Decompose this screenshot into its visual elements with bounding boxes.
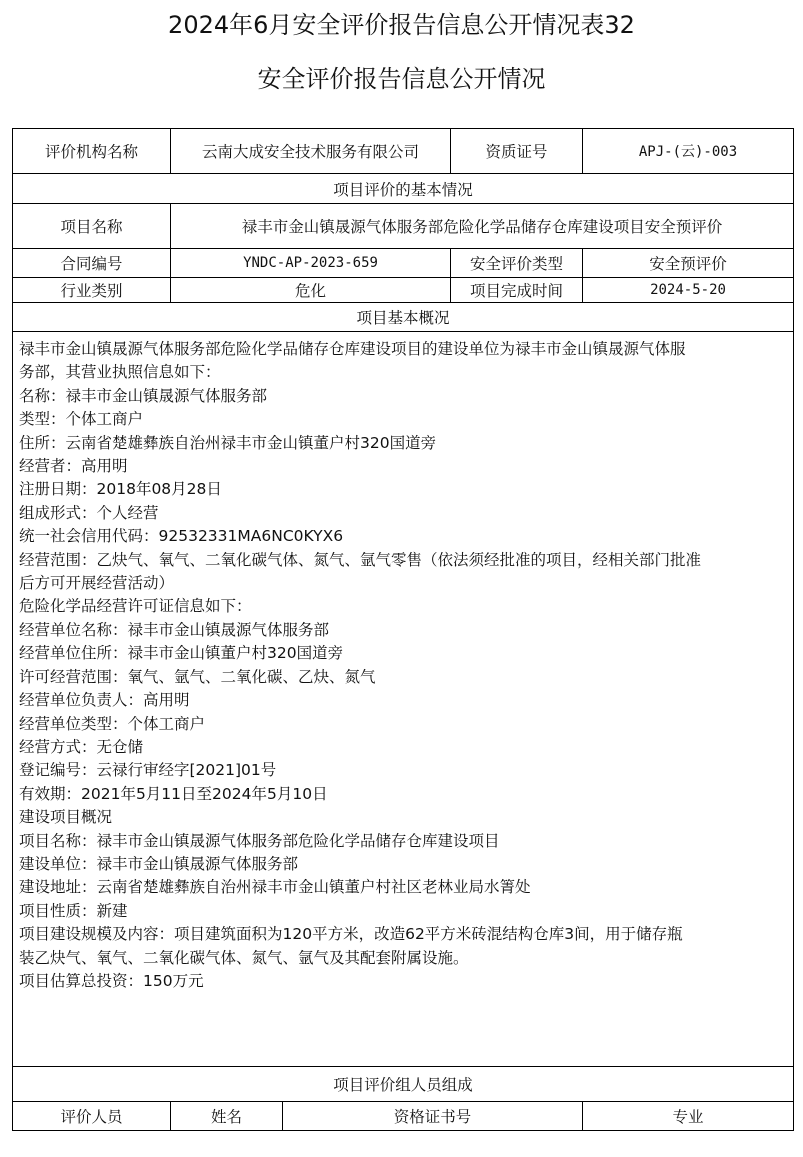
overview-content — [13, 332, 794, 1067]
table-row — [13, 278, 794, 303]
contract-value: YNDC-AP-2023-659 — [171, 249, 451, 278]
overview-line: 统一社会信用代码：92532331MA6NC0KYX6 — [19, 527, 344, 546]
overview-line: 务部，其营业执照信息如下： — [19, 363, 221, 382]
table-row — [13, 129, 794, 174]
overview-section-header: 项目基本概况 — [13, 303, 794, 332]
table-row — [13, 332, 794, 1067]
overview-line: 住所：云南省楚雄彝族自治州禄丰市金山镇董户村320国道旁 — [19, 433, 437, 452]
industry-label: 行业类别 — [13, 278, 171, 303]
org-value: 云南大成安全技术服务有限公司 — [171, 129, 451, 174]
overview-line: 建设单位：禄丰市金山镇晟源气体服务部 — [19, 854, 299, 873]
overview-line: 项目估算总投资：150万元 — [19, 971, 204, 990]
overview-line: 登记编号：云禄行审经字[2021]01号 — [19, 761, 277, 780]
overview-line: 许可经营范围：氧气、氩气、二氧化碳、乙炔、氮气 — [19, 667, 376, 686]
project-name-value: 禄丰市金山镇晟源气体服务部危险化学品储存仓库建设项目安全预评价 — [171, 204, 794, 249]
cert-label: 资质证号 — [451, 129, 583, 174]
team-header-major: 专业 — [583, 1102, 794, 1131]
table-row — [13, 204, 794, 249]
team-header-cert-no: 资格证书号 — [283, 1102, 583, 1131]
eval-type-label: 安全评价类型 — [451, 249, 583, 278]
overview-line: 名称：禄丰市金山镇晟源气体服务部 — [19, 386, 268, 405]
table-row — [13, 249, 794, 278]
contract-label: 合同编号 — [13, 249, 171, 278]
overview-line: 建设项目概况 — [19, 808, 113, 827]
page-subtitle: 安全评价报告信息公开情况 — [257, 65, 546, 93]
overview-line: 项目性质：新建 — [19, 901, 128, 920]
industry-value: 危化 — [171, 278, 451, 303]
overview-line: 项目建设规模及内容：项目建筑面积为120平方米，改造62平方米砖混结构仓库3间，用于储存瓶 — [19, 925, 683, 944]
overview-line: 装乙炔气、氧气、二氧化碳气体、氮气、氩气及其配套附属设施。 — [19, 948, 469, 967]
overview-line: 注册日期：2018年08月28日 — [19, 480, 222, 499]
overview-line: 经营单位负责人：高用明 — [19, 691, 190, 710]
overview-line: 经营单位类型：个体工商户 — [19, 714, 206, 733]
overview-line: 项目名称：禄丰市金山镇晟源气体服务部危险化学品储存仓库建设项目 — [19, 831, 500, 850]
eval-type-value: 安全预评价 — [583, 249, 794, 278]
overview-line: 类型：个体工商户 — [19, 410, 144, 429]
org-label: 评价机构名称 — [13, 129, 171, 174]
team-header-name: 姓名 — [171, 1102, 283, 1131]
info-table — [12, 128, 794, 1131]
finish-time-value: 2024-5-20 — [583, 278, 794, 303]
project-name-label: 项目名称 — [13, 204, 171, 249]
table-row — [13, 1102, 794, 1131]
team-section-header: 项目评价组人员组成 — [13, 1067, 794, 1102]
basic-section-header: 项目评价的基本情况 — [13, 174, 794, 204]
table-row — [13, 303, 794, 332]
overview-line: 后方可开展经营活动） — [19, 574, 175, 593]
overview-line: 经营方式：无仓储 — [19, 737, 144, 756]
table-row — [13, 1067, 794, 1102]
overview-line: 有效期：2021年5月11日至2024年5月10日 — [19, 784, 328, 803]
page-title: 2024年6月安全评价报告信息公开情况表32 — [168, 11, 635, 39]
cert-value: APJ-(云)-003 — [583, 129, 794, 174]
table-row — [13, 174, 794, 204]
overview-line: 经营单位名称：禄丰市金山镇晟源气体服务部 — [19, 620, 330, 639]
overview-line: 经营者：高用明 — [19, 457, 128, 476]
overview-line: 危险化学品经营许可证信息如下： — [19, 597, 252, 616]
finish-time-label: 项目完成时间 — [451, 278, 583, 303]
overview-line: 经营范围：乙炔气、氧气、二氧化碳气体、氮气、氩气零售（依法须经批准的项目，经相关部门批准 — [19, 550, 702, 569]
overview-line: 禄丰市金山镇晟源气体服务部危险化学品储存仓库建设项目的建设单位为禄丰市金山镇晟源气体服 — [19, 340, 686, 358]
team-header-evaluator: 评价人员 — [13, 1102, 171, 1131]
overview-line: 经营单位住所：禄丰市金山镇董户村320国道旁 — [19, 644, 344, 663]
overview-line: 建设地址：云南省楚雄彝族自治州禄丰市金山镇董户村社区老林业局水箐处 — [19, 878, 531, 897]
overview-line: 组成形式：个人经营 — [19, 503, 159, 522]
